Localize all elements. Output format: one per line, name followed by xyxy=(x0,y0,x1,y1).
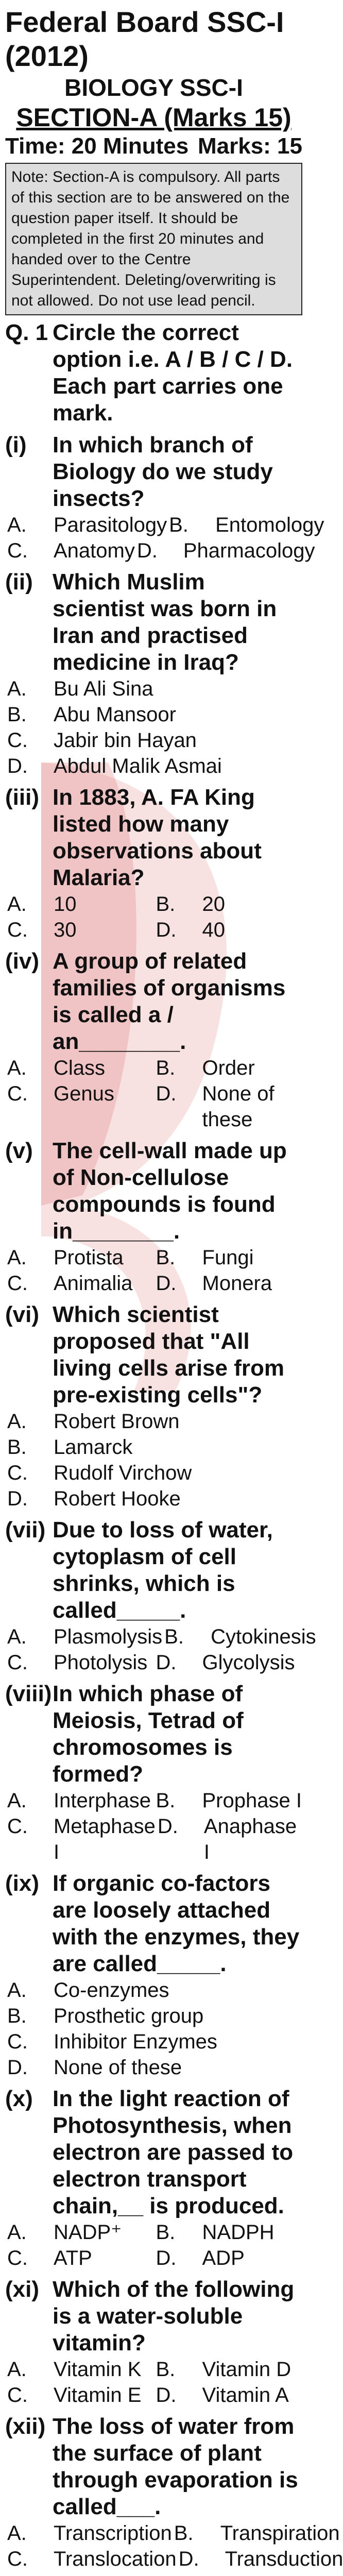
option-letter: C. xyxy=(7,919,28,941)
option-letter: A. xyxy=(7,677,27,700)
mcq-option[interactable] xyxy=(135,538,315,564)
mcq-item xyxy=(5,948,302,1132)
mcq-number: (vii) xyxy=(5,1517,46,1543)
mcq-options xyxy=(5,1245,302,1296)
mcq-options xyxy=(5,2219,302,2271)
option-letter: D. xyxy=(178,2548,199,2570)
option-text: NADPH xyxy=(202,2221,275,2244)
option-letter: A. xyxy=(7,2522,27,2545)
option-row xyxy=(5,1624,316,1650)
mcq-option[interactable] xyxy=(172,2520,340,2546)
option-letter: B. xyxy=(156,1789,176,1812)
option-letter: A. xyxy=(7,893,27,916)
option-text: Anaphase I xyxy=(203,1815,297,1863)
option-row xyxy=(5,1055,302,1081)
option-text: Abu Mansoor xyxy=(54,703,176,726)
option-letter: C. xyxy=(7,729,28,752)
option-row xyxy=(5,917,302,943)
mcq-option[interactable] xyxy=(5,702,302,727)
option-row xyxy=(5,2245,302,2271)
option-letter: C. xyxy=(7,2030,28,2053)
option-text: Transcription xyxy=(54,2522,172,2545)
mcq-options xyxy=(5,1409,302,1512)
option-letter: C. xyxy=(7,1651,28,1674)
mcq-number: (iv) xyxy=(5,948,39,974)
mcq-option[interactable] xyxy=(5,1245,154,1270)
mcq-option[interactable] xyxy=(154,1081,303,1132)
mcq-text: The loss of water from the surface of plant through evaporation is called___. xyxy=(53,2414,298,2519)
mcq-options xyxy=(5,1624,316,1675)
option-letter: A. xyxy=(7,1625,27,1648)
mcq-option[interactable] xyxy=(5,1055,154,1081)
mcq-options xyxy=(5,1788,302,1865)
mcq-option[interactable] xyxy=(5,676,302,702)
option-letter: B. xyxy=(164,1625,184,1648)
mcq-option[interactable] xyxy=(5,1650,154,1675)
option-text: Fungi xyxy=(202,1246,254,1269)
option-text: Plasmolysis xyxy=(54,1625,163,1648)
option-row xyxy=(5,1270,302,1296)
option-row xyxy=(5,2520,340,2546)
option-text: Parasitology xyxy=(54,514,167,536)
option-text: Abdul Malik Asmai xyxy=(54,755,222,777)
option-text: ADP xyxy=(202,2247,245,2269)
mcq-option[interactable] xyxy=(5,538,135,564)
mcq-item xyxy=(5,1301,302,1512)
option-letter: D. xyxy=(136,539,158,562)
mcq-option[interactable] xyxy=(5,891,154,917)
option-text: Vitamin E xyxy=(54,2384,142,2406)
option-letter: D. xyxy=(156,1651,177,1674)
mcq-option[interactable] xyxy=(5,2520,172,2546)
mcq-options xyxy=(5,891,302,943)
mcq-item xyxy=(5,1681,302,1865)
section-a-title: SECTION-A (Marks 15) xyxy=(16,103,291,132)
option-row xyxy=(5,512,324,538)
mcq-option[interactable] xyxy=(154,2219,303,2245)
mcq-option[interactable] xyxy=(5,2245,154,2271)
option-text: Transduction xyxy=(225,2548,343,2570)
mcq-option[interactable] xyxy=(5,1814,156,1865)
mcq-option[interactable] xyxy=(154,2245,303,2271)
marks-label: Marks: 15 xyxy=(197,133,302,159)
option-text: 30 xyxy=(54,919,77,941)
option-letter: B. xyxy=(156,2221,176,2244)
option-letter: C. xyxy=(7,1462,28,1484)
mcq-text: Which of the following is a water-soluble vitamin? xyxy=(53,2277,295,2355)
option-row xyxy=(5,538,315,564)
option-text: Interphase xyxy=(54,1789,151,1812)
mcq-text: In 1883, A. FA King listed how many observations about Malaria? xyxy=(53,785,262,890)
mcq-option[interactable] xyxy=(5,1081,154,1132)
option-letter: D. xyxy=(156,2247,177,2269)
mcq-option[interactable] xyxy=(5,1434,302,1460)
option-letter: A. xyxy=(7,1789,27,1812)
option-text: None of these xyxy=(202,1082,275,1131)
option-letter: D. xyxy=(156,2384,177,2406)
option-text: 40 xyxy=(202,919,225,941)
option-letter: B. xyxy=(7,1436,27,1459)
mcq-number: (xii) xyxy=(5,2414,46,2439)
option-text: Vitamin K xyxy=(54,2358,142,2381)
mcq-number: (viii) xyxy=(5,1681,52,1706)
option-letter: B. xyxy=(156,1246,176,1269)
option-letter: D. xyxy=(156,1272,177,1295)
mcq-option[interactable] xyxy=(154,1650,303,1675)
option-text: Cytokinesis xyxy=(211,1625,316,1648)
mcq-question xyxy=(5,569,302,676)
option-row xyxy=(5,1245,302,1270)
option-text: Robert Hooke xyxy=(54,1487,181,1510)
mcq-option[interactable] xyxy=(5,2219,154,2245)
option-text: None of these xyxy=(54,2056,182,2079)
question-instruction: Circle the correct option i.e. A / B / C / D. Each part carries one mark. xyxy=(53,320,293,426)
option-text: 20 xyxy=(202,893,225,916)
option-text: Inhibitor Enzymes xyxy=(54,2030,217,2053)
option-text: Order xyxy=(202,1057,255,1079)
mcq-option[interactable] xyxy=(5,1788,154,1814)
option-row xyxy=(5,1814,302,1865)
mcq-option[interactable] xyxy=(5,727,302,753)
mcq-option[interactable] xyxy=(5,2546,177,2572)
option-text: Jabir bin Hayan xyxy=(54,729,197,752)
option-letter: D. xyxy=(156,919,177,941)
mcq-option[interactable] xyxy=(5,753,302,779)
option-letter: A. xyxy=(7,2221,27,2244)
mcq-option[interactable] xyxy=(5,2357,154,2382)
mcq-options xyxy=(5,2520,343,2572)
mcq-question xyxy=(5,784,302,891)
option-letter: B. xyxy=(156,1057,176,1079)
option-text: Anatomy xyxy=(54,539,135,562)
option-letter: C. xyxy=(7,1815,28,1838)
option-letter: D. xyxy=(157,1815,178,1838)
mcq-text: If organic co-factors are loosely attached with the enzymes, they are called_____. xyxy=(53,1871,300,1976)
mcq-options xyxy=(5,2357,302,2408)
mcq-text: Which Muslim scientist was born in Iran and practised medicine in Iraq? xyxy=(53,569,277,675)
mcq-option[interactable] xyxy=(154,2382,303,2408)
mcq-item xyxy=(5,1517,316,1675)
option-text: ATP xyxy=(54,2247,92,2269)
mcq-number: (ii) xyxy=(5,569,33,595)
option-text: Monera xyxy=(202,1272,272,1295)
mcq-text: In which branch of Biology do we study insects? xyxy=(53,432,273,511)
mcq-option[interactable] xyxy=(5,1486,302,1512)
mcq-question xyxy=(5,1870,302,1977)
mcq-text: Due to loss of water, cytoplasm of cell shrinks, which is called_____. xyxy=(53,1517,273,1623)
mcq-option[interactable] xyxy=(154,917,303,943)
mcq-question xyxy=(5,1301,302,1409)
option-row xyxy=(5,2219,302,2245)
mcq-question xyxy=(5,1681,302,1788)
mcq-option[interactable] xyxy=(154,1788,303,1814)
option-text: NADP⁺ xyxy=(54,2221,122,2244)
option-letter: C. xyxy=(7,1082,28,1105)
option-letter: C. xyxy=(7,2384,28,2406)
mcq-question xyxy=(5,1517,302,1624)
mcq-number: (iii) xyxy=(5,785,39,810)
mcq-options xyxy=(5,1055,302,1132)
option-letter: A. xyxy=(7,1979,27,2002)
option-letter: A. xyxy=(7,1410,27,1433)
mcq-text: The cell-wall made up of Non-cellulose compounds is found in________. xyxy=(53,1138,287,1244)
option-letter: C. xyxy=(7,2247,28,2269)
option-text: Pharmacology xyxy=(183,539,315,562)
mcq-option[interactable] xyxy=(156,1814,302,1865)
mcq-text: In which phase of Meiosis, Tetrad of chromosomes is formed? xyxy=(53,1681,244,1787)
option-text: Protista xyxy=(54,1246,124,1269)
option-text: 10 xyxy=(54,893,77,916)
board-title: Federal Board SSC-I (2012) xyxy=(5,6,284,72)
question-number: Q. 1 xyxy=(5,320,48,345)
mcq-number: (ix) xyxy=(5,1871,39,1896)
mcq-option[interactable] xyxy=(5,1460,302,1486)
mcq-list xyxy=(5,432,343,2572)
option-row xyxy=(5,1081,302,1132)
mcq-number: (x) xyxy=(5,2086,33,2111)
option-text: Co-enzymes xyxy=(54,1979,169,2002)
mcq-question xyxy=(5,2413,302,2520)
option-row xyxy=(5,2357,302,2382)
mcq-item xyxy=(5,432,324,564)
option-letter: D. xyxy=(156,1082,177,1105)
mcq-option[interactable] xyxy=(5,2382,154,2408)
mcq-text: In the light reaction of Photosynthesis, when electron are passed to electron transport chain,__ is produced. xyxy=(53,2086,294,2218)
mcq-item xyxy=(5,1138,302,1296)
mcq-item xyxy=(5,2276,302,2408)
mcq-option[interactable] xyxy=(5,1624,162,1650)
mcq-question xyxy=(5,2086,302,2219)
question-1-header xyxy=(5,319,302,427)
option-letter: C. xyxy=(7,2548,28,2570)
mcq-option[interactable] xyxy=(5,1977,302,2003)
mcq-number: (i) xyxy=(5,432,27,457)
option-text: Vitamin A xyxy=(202,2384,289,2406)
mcq-option[interactable] xyxy=(5,2029,302,2055)
mcq-option[interactable] xyxy=(154,1055,303,1081)
mcq-text: Which scientist proposed that "All living cells arise from pre-existing cells"? xyxy=(53,1302,284,1408)
mcq-option[interactable] xyxy=(167,512,324,538)
option-letter: A. xyxy=(7,2358,27,2381)
option-text: Class xyxy=(54,1057,106,1079)
time-label: Time: 20 Minutes xyxy=(5,133,189,159)
mcq-options xyxy=(5,1977,302,2080)
mcq-question xyxy=(5,1138,302,1245)
option-text: Robert Brown xyxy=(54,1410,180,1433)
option-row xyxy=(5,2382,302,2408)
mcq-item xyxy=(5,2413,343,2572)
mcq-option[interactable] xyxy=(154,891,303,917)
mcq-option[interactable] xyxy=(5,1409,302,1434)
section-a-note: Note: Section-A is compulsory. All parts of this section are to be answered on the question paper itself. It should be completed in the first 20 minutes and handed over to the Centre Superintendent. Deleting/overwriting is not allowed. Do not use lead pencil. xyxy=(5,163,302,315)
option-letter: C. xyxy=(7,1272,28,1295)
mcq-options xyxy=(5,512,324,564)
option-text: Translocation xyxy=(54,2548,177,2570)
option-letter: B. xyxy=(156,893,176,916)
mcq-item xyxy=(5,1870,302,2080)
option-letter: D. xyxy=(7,1487,28,1510)
mcq-question xyxy=(5,2276,302,2357)
option-text: Prophase I xyxy=(202,1789,302,1812)
option-letter: D. xyxy=(7,755,28,777)
mcq-item xyxy=(5,784,302,943)
mcq-option[interactable] xyxy=(177,2546,343,2572)
option-row xyxy=(5,891,302,917)
mcq-option[interactable] xyxy=(162,1624,316,1650)
option-text: Genus xyxy=(54,1082,114,1105)
mcq-option[interactable] xyxy=(5,1270,154,1296)
option-text: Metaphase I xyxy=(54,1815,156,1863)
option-text: Entomology xyxy=(215,514,324,536)
option-row xyxy=(5,1788,302,1814)
option-letter: B. xyxy=(156,2358,176,2381)
mcq-options xyxy=(5,676,302,779)
option-letter: B. xyxy=(7,703,27,726)
mcq-number: (v) xyxy=(5,1138,33,1163)
mcq-option[interactable] xyxy=(5,917,154,943)
option-letter: B. xyxy=(174,2522,194,2545)
mcq-option[interactable] xyxy=(5,512,167,538)
mcq-option[interactable] xyxy=(5,2003,302,2029)
mcq-number: (xi) xyxy=(5,2277,39,2302)
option-text: Rudolf Virchow xyxy=(54,1462,192,1484)
option-text: Vitamin D xyxy=(202,2358,291,2381)
option-text: Prosthetic group xyxy=(54,2005,204,2027)
option-letter: C. xyxy=(7,539,28,562)
option-text: Transpiration xyxy=(220,2522,340,2545)
mcq-item xyxy=(5,2086,302,2271)
option-text: Photolysis xyxy=(54,1651,148,1674)
option-letter: A. xyxy=(7,1057,27,1079)
option-letter: D. xyxy=(7,2056,28,2079)
mcq-question xyxy=(5,948,302,1055)
mcq-option[interactable] xyxy=(5,2055,302,2080)
mcq-number: (vi) xyxy=(5,1302,39,1327)
time-marks-row xyxy=(5,133,302,160)
mcq-item xyxy=(5,569,302,779)
option-text: Glycolysis xyxy=(202,1651,295,1674)
subject-title: BIOLOGY SSC-I xyxy=(64,74,243,101)
option-row xyxy=(5,2546,343,2572)
option-letter: A. xyxy=(7,514,27,536)
mcq-option[interactable] xyxy=(154,1245,303,1270)
mcq-option[interactable] xyxy=(154,1270,303,1296)
option-text: Bu Ali Sina xyxy=(54,677,153,700)
mcq-text: A group of related families of organisms is called a / an________. xyxy=(53,948,286,1054)
option-letter: B. xyxy=(169,514,188,536)
option-text: Animalia xyxy=(54,1272,133,1295)
mcq-question xyxy=(5,432,302,512)
option-row xyxy=(5,1650,302,1675)
option-letter: B. xyxy=(7,2005,27,2027)
option-letter: A. xyxy=(7,1246,27,1269)
option-text: Lamarck xyxy=(54,1436,133,1459)
mcq-option[interactable] xyxy=(154,2357,303,2382)
